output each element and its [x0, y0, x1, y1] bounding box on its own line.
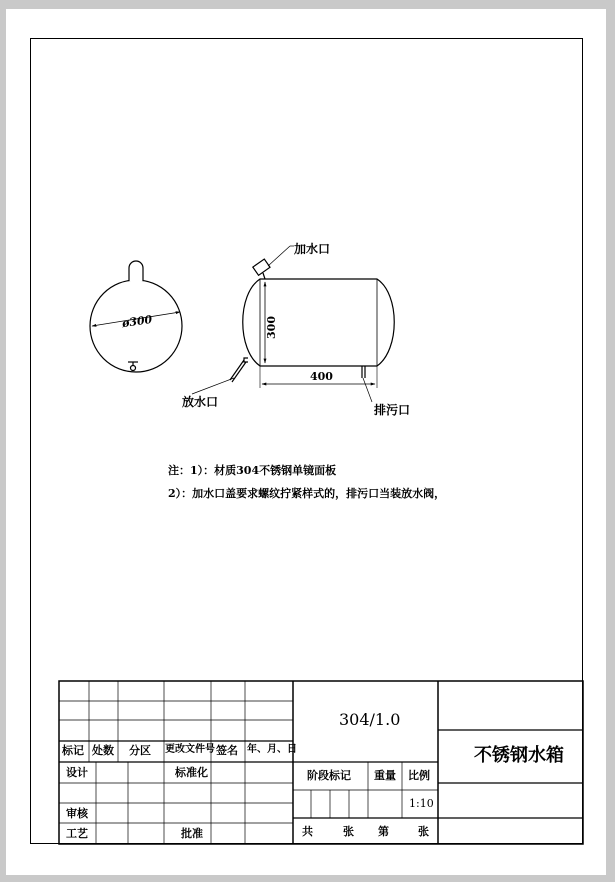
hdr-count: 处数: [92, 744, 114, 757]
hdr-sign: 签名: [216, 744, 238, 757]
tank-front-view: [192, 246, 394, 402]
scale-label: 比例: [408, 769, 430, 782]
drawing-title: 不锈钢水箱: [474, 745, 564, 766]
process-label: 工艺: [66, 827, 88, 840]
weight-label: 重量: [374, 769, 396, 782]
review-label: 审核: [66, 807, 88, 820]
sheets-label-2: 张: [418, 825, 429, 838]
stage-mark-label: 阶段标记: [307, 769, 351, 782]
note-line-1: 注：1）：材质304不锈钢单镜面板: [168, 464, 337, 477]
height-dimension: 300: [264, 316, 278, 339]
length-dimension: 400: [310, 370, 333, 383]
hdr-date: 年、月、日: [247, 744, 297, 755]
hdr-change-doc: 更改文件号: [165, 744, 215, 755]
approve-label: 批准: [181, 827, 203, 840]
drawing-number: 304/1.0: [339, 710, 401, 729]
hdr-mark: 标记: [62, 744, 84, 757]
scale-value: 1:10: [409, 797, 434, 810]
drain-port-label: 放水口: [182, 395, 219, 409]
standardize-label: 标准化: [175, 766, 208, 779]
sewage-port-label: 排污口: [374, 403, 411, 417]
fill-port-label: 加水口: [294, 242, 331, 256]
design-label: 设计: [66, 766, 88, 779]
page-no-label: 第: [378, 825, 389, 838]
hdr-zone: 分区: [129, 744, 151, 757]
sheets-label-1: 张: [343, 825, 354, 838]
note-line-2: 2）：加水口盖要求螺纹拧紧样式的，排污口当装放水阀，: [168, 487, 446, 500]
diameter-dimension: ø300: [121, 312, 154, 331]
total-label: 共: [302, 825, 313, 838]
